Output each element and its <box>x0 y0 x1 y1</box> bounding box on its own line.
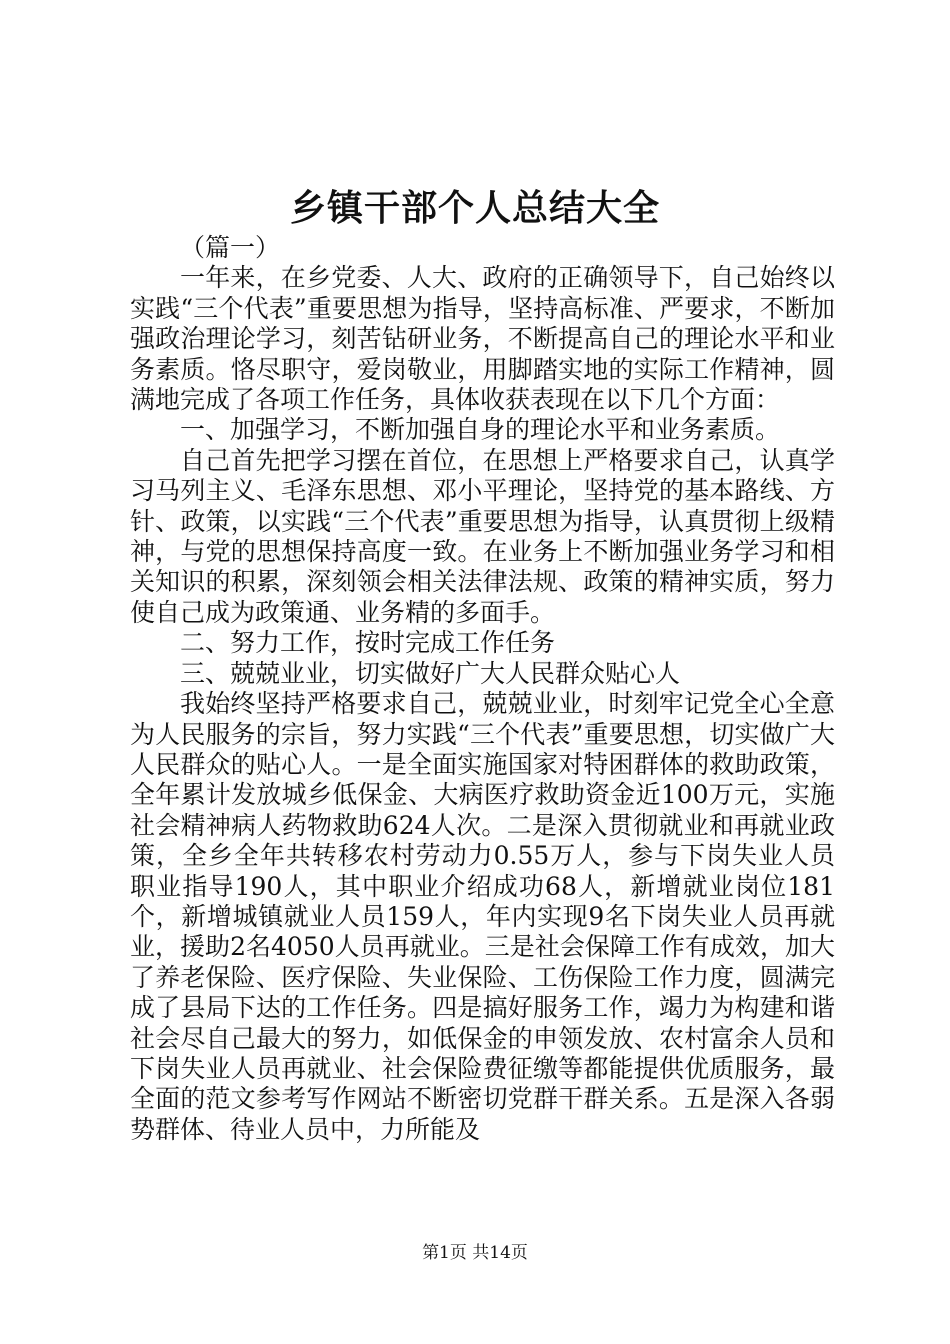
heading-two: 二、努力工作，按时完成工作任务 <box>180 628 556 658</box>
study-paragraph: 自己首先把学习摆在首位，在思想上严格要求自己，认真学习马列主义、毛泽东思想、邓小平理论，坚持党的基本路线、方针、政策，以实践“三个代表”重要思想为指导，认真贯彻上级精神，与党的思想保持高度一致。在业务上不断加强业务学习和相关知识的积累，深刻领会相关法律法规、政策的精神实质，努力使自己成为政策通、业务精的多面手。 <box>130 445 835 627</box>
heading-three: 三、兢兢业业，切实做好广大人民群众贴心人 <box>180 658 681 688</box>
heading-one: 一、加强学习，不断加强自身的理论水平和业务素质。 <box>180 415 781 445</box>
intro-paragraph: 一年来，在乡党委、人大、政府的正确领导下，自己始终以实践“三个代表”重要思想为指导，坚持高标准、严要求，不断加强政治理论学习，刻苦钻研业务，不断提高自己的理论水平和业务素质。恪尽职守，爱岗敬业，用脚踏实地的实际工作精神，圆满地完成了各项工作任务，具体收获表现在以下几个方面： <box>130 263 835 415</box>
document-title: 乡镇干部个人总结大全 <box>289 187 660 229</box>
document-body <box>130 233 835 1145</box>
service-paragraph: 我始终坚持严格要求自己，兢兢业业，时刻牢记党全心全意为人民服务的宗旨，努力实践“三个代表”重要思想，切实做广大人民群众的贴心人。一是全面实施国家对特困群体的救助政策，全年累计发放城乡低保金、大病医疗救助资金近100万元，实施社会精神病人药物救助624人次。二是深入贯彻就业和再就业政策，全乡全年共转移农村劳动力0.55万人，参与下岗失业人员职业指导190人，其中职业介绍成功68人，新增就业岗位181个，新增城镇就业人员159人，年内实现9名下岗失业人员再就业，援助2名4050人员再就业。三是社会保障工作有成效，加大了养老保险、医疗保险、失业保险、工伤保险工作力度，圆满完成了县局下达的工作任务。四是搞好服务工作，竭力为构建和谐社会尽自己最大的努力，如低保金的申领发放、农村富余人员和下岗失业人员再就业、社会保险费征缴等都能提供优质服务，最全面的范文参考写作网站不断密切党群干群关系。五是深入各弱势群体、待业人员中，力所能及 <box>130 689 835 1144</box>
page-number-footer: 第1页 共14页 <box>422 1243 528 1263</box>
section-label: （篇一） <box>180 233 281 262</box>
